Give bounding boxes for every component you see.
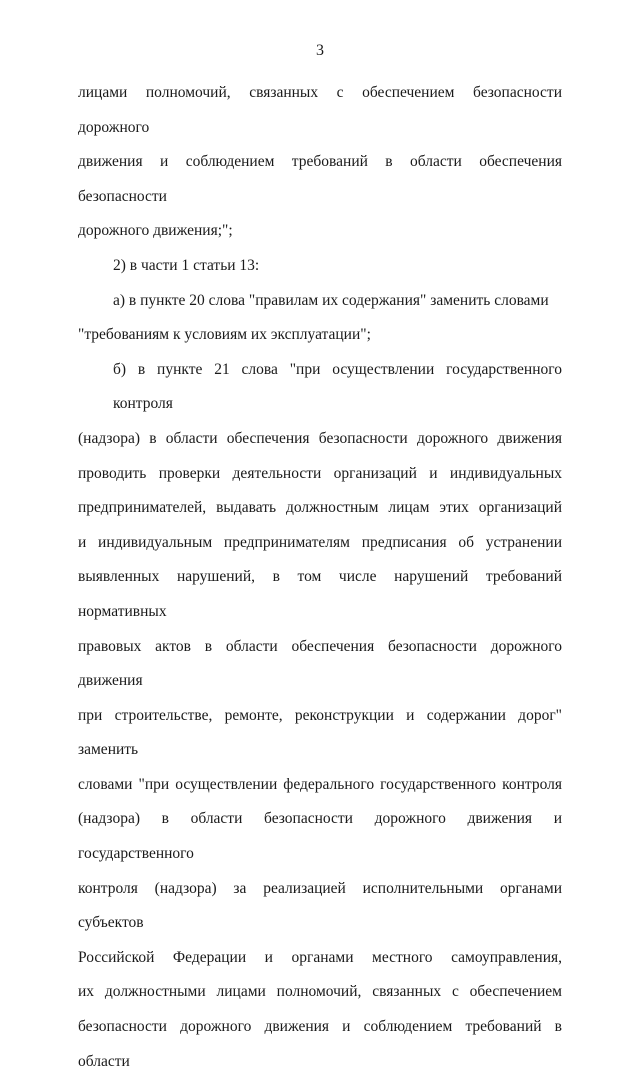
text-line: при строительстве, ремонте, реконструкции и содержании дорог" заменить [78,706,562,759]
document-body [78,76,562,1079]
paragraph-subitem-b [78,353,562,1079]
paragraph-subitem-a [78,284,562,353]
text-line: и индивидуальным предпринимателям предписания об устранении [78,533,562,551]
text-line: (надзора) в области обеспечения безопасности дорожного движения [78,429,562,447]
text-line: движения и соблюдением требований в области обеспечения безопасности [78,153,562,205]
text-line: правовых актов в области обеспечения безопасности дорожного движения [78,637,562,690]
page-number: 3 [316,42,324,59]
text-line: а) в пункте 20 слова "правилам их содержания" заменить словами [113,291,549,309]
text-line: безопасности дорожного движения и соблюдением требований в области [78,1018,562,1070]
paragraph-continuation [78,76,562,249]
text-line: Российской Федерации и органами местного самоуправления, [78,948,562,966]
text-line: контроля (надзора) за реализацией исполнительными органами субъектов [78,879,562,932]
text-line: 2) в части 1 статьи 13: [113,256,260,274]
text-line: их должностными лицами полномочий, связанных с обеспечением [78,983,562,1001]
text-line: "требованиям к условиям их эксплуатации"; [78,326,371,344]
text-line: выявленных нарушений, в том числе нарушений требований нормативных [78,568,562,620]
text-line: (надзора) в области безопасности дорожного движения и государственного [78,810,562,863]
text-line: словами "при осуществлении федерального государственного контроля [78,775,562,793]
text-line: дорожного движения;"; [78,222,233,240]
text-line: лицами полномочий, связанных с обеспечением безопасности дорожного [78,84,562,136]
text-line: предпринимателей, выдавать должностным лицам этих организаций [78,499,562,517]
text-line: б) в пункте 21 слова "при осуществлении государственного контроля [113,360,562,413]
paragraph-item-2 [78,249,562,284]
text-line: проводить проверки деятельности организаций и индивидуальных [78,464,562,482]
